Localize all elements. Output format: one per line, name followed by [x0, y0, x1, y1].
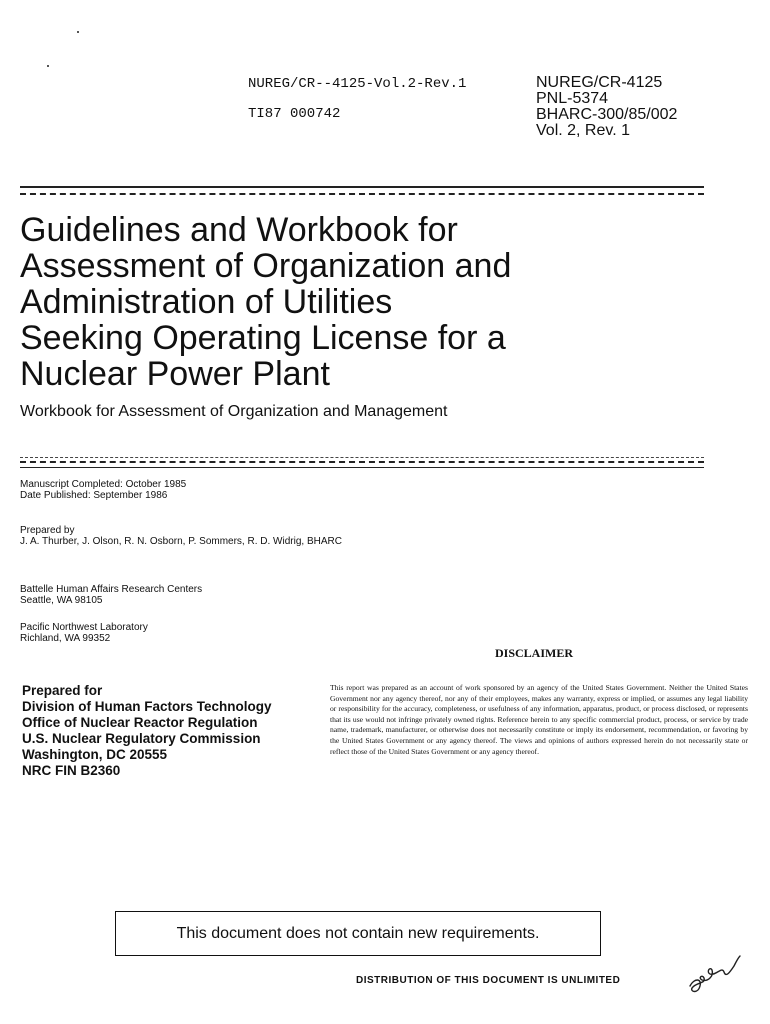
- document-subtitle: Workbook for Assessment of Organization and Management: [20, 403, 448, 420]
- title-line: Seeking Operating License for a: [20, 319, 506, 357]
- prepared-for-line: U.S. Nuclear Regulatory Commission: [22, 731, 261, 746]
- organization-name: Battelle Human Affairs Research Centers: [20, 584, 203, 595]
- title-line: Assessment of Organization and: [20, 247, 512, 285]
- authors: J. A. Thurber, J. Olson, R. N. Osborn, P. Sommers, R. D. Widrig, BHARC: [20, 536, 342, 547]
- report-number: BHARC-300/85/002: [536, 106, 678, 123]
- title-rule-bottom-thin: [20, 457, 704, 458]
- stamp-line-2: TI87 000742: [248, 106, 341, 122]
- prepared-for-line: Division of Human Factors Technology: [22, 699, 272, 714]
- date-published: Date Published: September 1986: [20, 490, 168, 501]
- title-rule-bottom-dashed: [20, 461, 704, 463]
- title-line: Nuclear Power Plant: [20, 355, 330, 393]
- prepared-for-block: [22, 683, 332, 779]
- report-number: Vol. 2, Rev. 1: [536, 122, 630, 139]
- distribution-notice: DISTRIBUTION OF THIS DOCUMENT IS UNLIMITED: [356, 975, 621, 986]
- title-line: Administration of Utilities: [20, 283, 393, 321]
- organization-bharc: [20, 584, 202, 606]
- prepared-for-line: NRC FIN B2360: [22, 763, 121, 778]
- prepared-by-label: Prepared by: [20, 525, 75, 536]
- organization-address: Seattle, WA 98105: [20, 595, 103, 606]
- report-numbers: [536, 75, 677, 139]
- prepared-for-line: Washington, DC 20555: [22, 747, 168, 762]
- title-rule-bottom: [20, 467, 704, 468]
- title-line: Guidelines and Workbook for: [20, 211, 458, 249]
- report-number: NUREG/CR-4125: [536, 74, 663, 91]
- report-number: PNL-5374: [536, 90, 609, 107]
- stamp-line-1: NUREG/CR--4125-Vol.2-Rev.1: [248, 76, 467, 92]
- organization-name: Pacific Northwest Laboratory: [20, 622, 148, 633]
- prepared-for-line: Office of Nuclear Reactor Regulation: [22, 715, 258, 730]
- disclaimer-text: This report was prepared as an account of work sponsored by an agency of the United States Government. Neither the United States Government nor any agency thereof, nor any of their employees, makes any warranty, express or implied, or assumes any legal liability or responsibility for the accuracy, completeness, or usefulness of any information, apparatus, product, or process disclosed, or represents that its use would not infringe privately owned rights. Reference herein to any specific commercial product, process, or service by trade name, trademark, manufacturer, or otherwise does not necessarily constitute or imply its endorsement, recommendation, or favoring by the United States Government or any agency thereof. The views and opinions of authors expressed herein do not necessarily state or reflect those of the United States Government or any agency thereof.: [330, 683, 748, 756]
- scan-speck: [77, 31, 79, 33]
- prepared-for-line: Prepared for: [22, 683, 103, 698]
- disclaimer-heading: DISCLAIMER: [495, 646, 574, 660]
- manuscript-completed: Manuscript Completed: October 1985: [20, 479, 187, 490]
- title-rule-dashed: [20, 193, 704, 195]
- organization-address: Richland, WA 99352: [20, 633, 111, 644]
- handwritten-initials: [684, 948, 754, 998]
- requirements-notice: This document does not contain new requirements.: [176, 924, 540, 942]
- prepared-by-block: [20, 525, 342, 547]
- scan-speck: [47, 65, 49, 67]
- title-rule-top: [20, 186, 704, 188]
- dates-block: [20, 479, 186, 501]
- requirements-notice-box: [115, 911, 601, 956]
- document-title: [20, 212, 660, 392]
- organization-pnl: [20, 622, 148, 644]
